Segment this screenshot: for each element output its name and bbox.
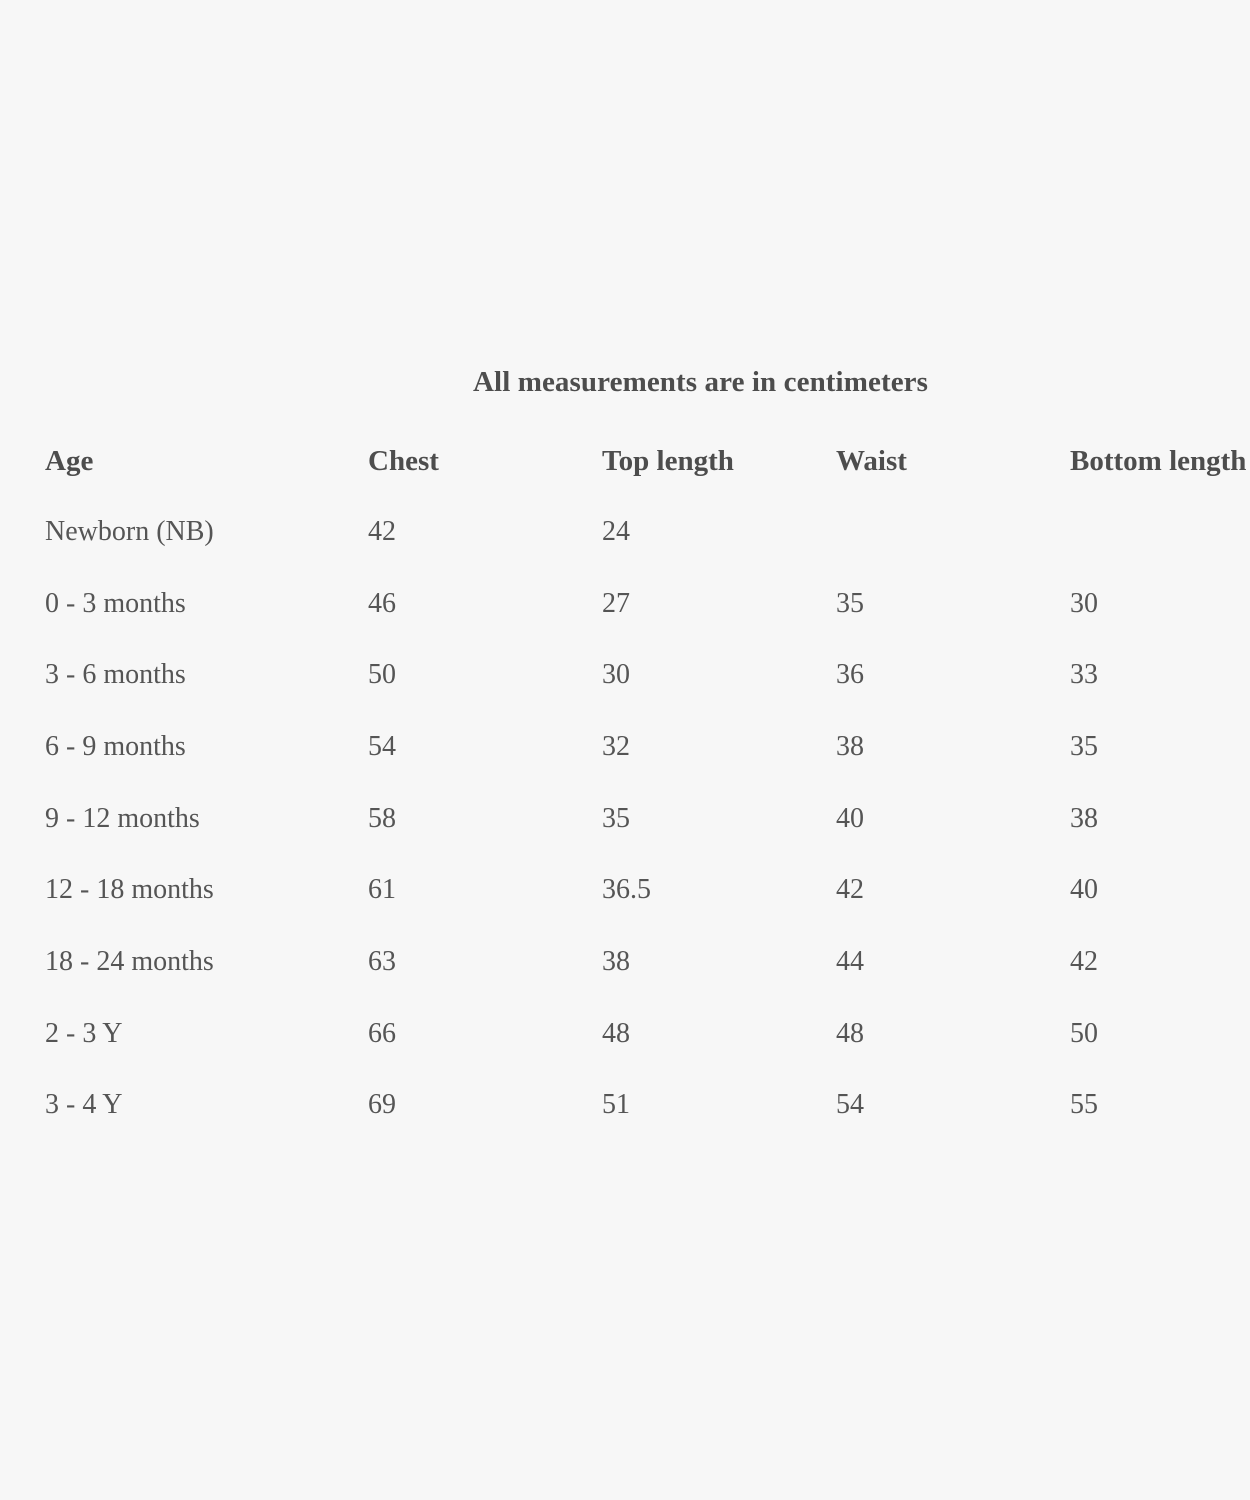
column-header-waist: Waist — [836, 445, 907, 477]
cell-age: 6 - 9 months — [45, 731, 186, 762]
cell-waist: 54 — [836, 1089, 864, 1120]
cell-bottom-length: 50 — [1070, 1018, 1098, 1049]
table-row — [0, 1085, 1250, 1125]
table-row — [0, 942, 1250, 982]
cell-age: 18 - 24 months — [45, 946, 214, 977]
cell-top-length: 32 — [602, 731, 630, 762]
cell-age: 2 - 3 Y — [45, 1018, 123, 1049]
cell-bottom-length: 35 — [1070, 731, 1098, 762]
cell-waist: 44 — [836, 946, 864, 977]
cell-bottom-length: 33 — [1070, 659, 1098, 690]
cell-top-length: 24 — [602, 516, 630, 547]
table-caption: All measurements are in centimeters — [473, 366, 929, 398]
cell-bottom-length: 30 — [1070, 588, 1098, 619]
cell-chest: 58 — [368, 803, 396, 834]
column-header-chest: Chest — [368, 445, 439, 477]
table-row — [0, 870, 1250, 910]
cell-age: Newborn (NB) — [45, 516, 214, 547]
cell-chest: 69 — [368, 1089, 396, 1120]
cell-bottom-length: 42 — [1070, 946, 1098, 977]
column-header-age: Age — [45, 445, 94, 477]
cell-top-length: 36.5 — [602, 874, 651, 905]
cell-chest: 42 — [368, 516, 396, 547]
column-header-bottom-length: Bottom length — [1070, 445, 1247, 477]
cell-age: 9 - 12 months — [45, 803, 200, 834]
cell-chest: 63 — [368, 946, 396, 977]
cell-age: 3 - 4 Y — [45, 1089, 123, 1120]
column-header-top-length: Top length — [602, 445, 734, 477]
cell-chest: 66 — [368, 1018, 396, 1049]
cell-top-length: 38 — [602, 946, 630, 977]
cell-chest: 46 — [368, 588, 396, 619]
cell-waist: 38 — [836, 731, 864, 762]
cell-waist: 40 — [836, 803, 864, 834]
table-row — [0, 799, 1250, 839]
cell-waist: 42 — [836, 874, 864, 905]
table-row — [0, 727, 1250, 767]
cell-chest: 50 — [368, 659, 396, 690]
cell-top-length: 30 — [602, 659, 630, 690]
cell-top-length: 35 — [602, 803, 630, 834]
cell-bottom-length: 55 — [1070, 1089, 1098, 1120]
table-header-row — [0, 441, 1250, 481]
cell-age: 0 - 3 months — [45, 588, 186, 619]
cell-waist: 48 — [836, 1018, 864, 1049]
cell-age: 12 - 18 months — [45, 874, 214, 905]
cell-top-length: 51 — [602, 1089, 630, 1120]
cell-top-length: 48 — [602, 1018, 630, 1049]
cell-chest: 54 — [368, 731, 396, 762]
cell-waist: 36 — [836, 659, 864, 690]
cell-chest: 61 — [368, 874, 396, 905]
cell-age: 3 - 6 months — [45, 659, 186, 690]
cell-top-length: 27 — [602, 588, 630, 619]
table-row — [0, 655, 1250, 695]
table-row — [0, 512, 1250, 552]
table-row — [0, 584, 1250, 624]
cell-bottom-length: 38 — [1070, 803, 1098, 834]
table-row — [0, 1014, 1250, 1054]
cell-bottom-length: 40 — [1070, 874, 1098, 905]
cell-waist: 35 — [836, 588, 864, 619]
